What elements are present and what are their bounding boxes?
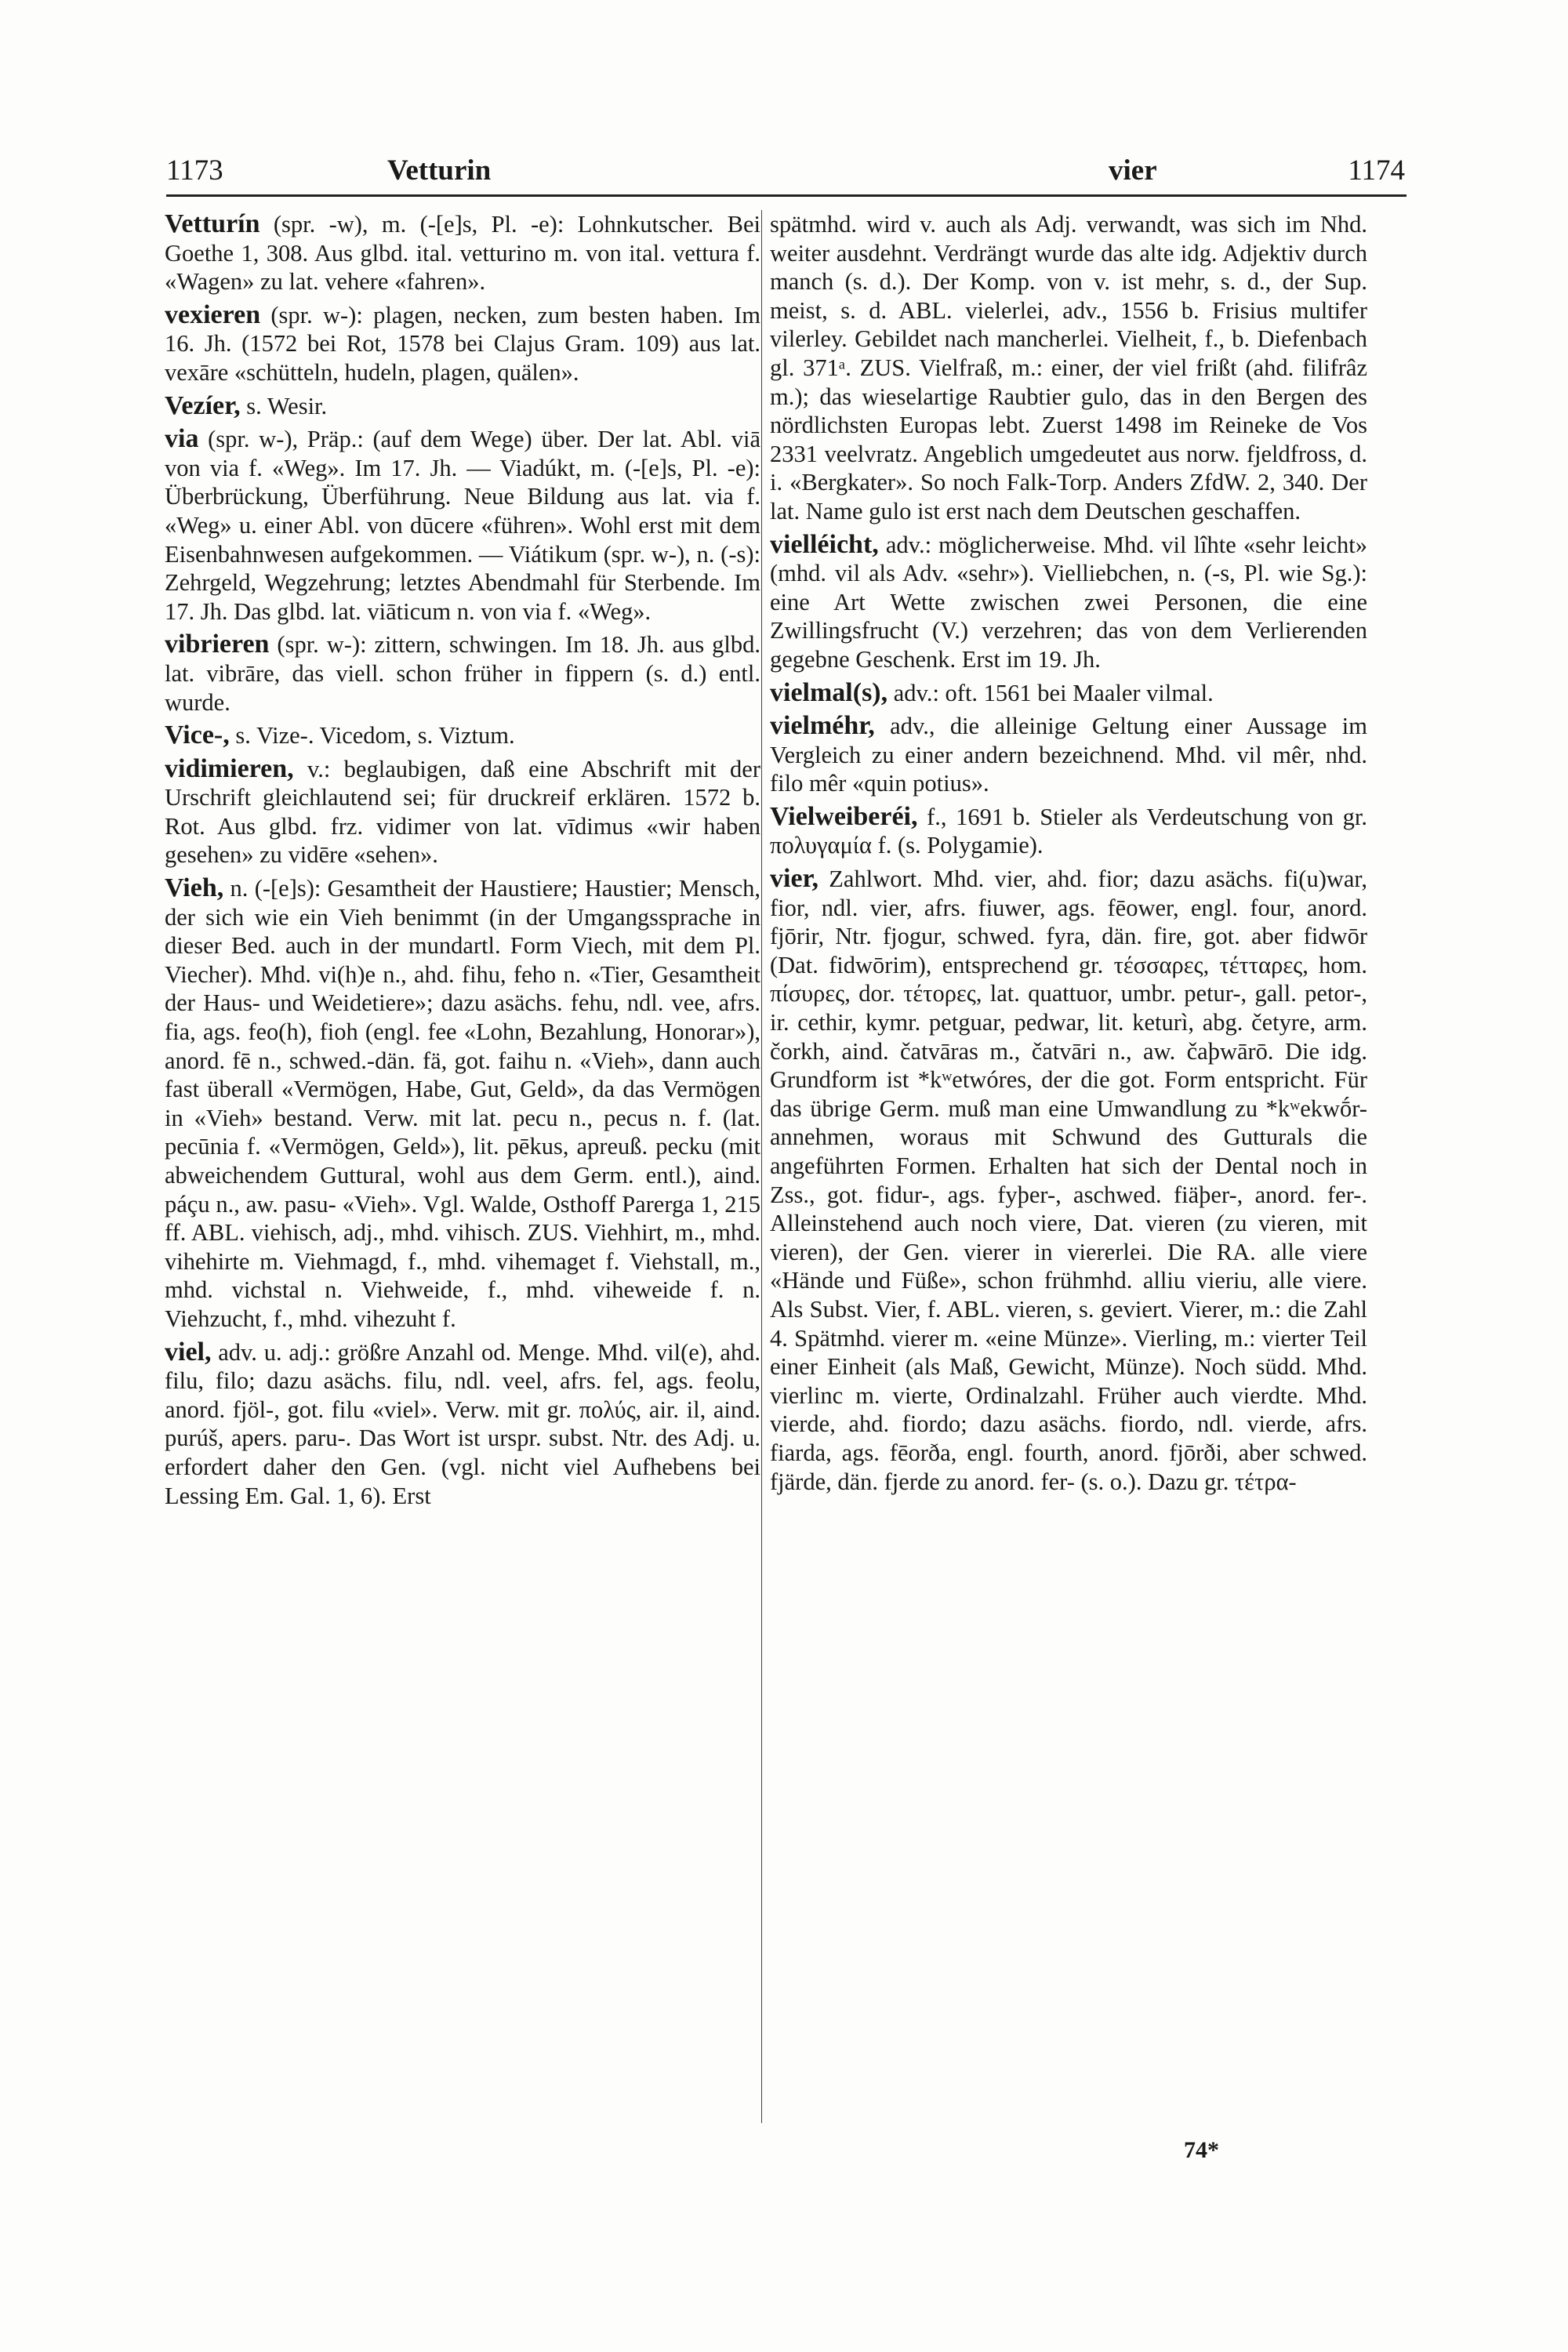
entry [165, 210, 760, 296]
entry-text: (spr. w-): plagen, necken, zum besten haben. Im 16. Jh. (1572 bei Rot, 1578 bei Clajus Gram. 109) aus lat. vexāre «schütteln, hudeln, plagen, quälen». [165, 301, 761, 386]
header-rule [166, 194, 1406, 197]
entry-text: s. Vize-. Vicedom, s. Viztum. [235, 722, 515, 750]
entry-text: (spr. w-): zittern, schwingen. Im 18. Jh. aus glbd. lat. vibrāre, das viell. schon früher in fippern (s. d.) entl. wurde. [165, 631, 761, 716]
running-header [166, 154, 1405, 191]
entry-text: adv.: möglicherweise. Mhd. vil lîhte «sehr leicht» (mhd. vil als Adv. «sehr»). Vielliebchen, n. (-s, Pl. wie Sg.): eine Art Wette zwischen zwei Personen, die eine Zwillingsfrucht (V.) verzehren; das von dem Verlierenden gegebne Geschenk. Erst im 19. Jh. [770, 531, 1368, 673]
entry-headword: vielméhr, [770, 711, 875, 741]
entry [770, 803, 1367, 860]
entry-text: n. (-[e]s): Gesamtheit der Haustiere; Haustier; Mensch, der sich wie ein Vieh benimmt (in der Umgangssprache in dieser Bed. auch in der mundartl. Form Viech, mit dem Pl. Viecher). Mhd. vi(h)e n., ahd. fihu, feho n. «Tier, Gesamtheit der Haus- und Weidetiere»; dazu asächs. fehu, ndl. vee, afrs. fia, ags. feo(h), fioh (engl. fee «Lohn, Bezahlung, Honorar»), anord. fē n., schwed.-dän. fä, got. faihu n. «Vieh», dann auch fast überall «Vermögen, Habe, Gut, Geld», da das Vermögen in «Vieh» bestand. Verw. mit lat. pecu n., pecus n. f. (lat. pecūnia f. «Vermögen, Geld»), lit. pēkus, apreuß. pecku (mit abweichendem Guttural, wohl aus dem Germ. entl.), aind. páçu n., aw. pasu- «Vieh». Vgl. Walde, Osthoff Parerga 1, 215 ff. ABL. viehisch, adj., mhd. vihisch. ZUS. Viehhirt, m., mhd. vihehirte m. Viehmagd, f., mhd. vihemaget f. Viehstall, m., mhd. vichstal n. Viehweide, f., mhd. viheweide f. n. Viehzucht, f., mhd. vihezuht f. [165, 875, 760, 1332]
entry [770, 712, 1367, 798]
entry-headword: vier, [770, 864, 819, 894]
entry-headword: vielmal(s), [770, 677, 888, 707]
entry [165, 721, 760, 750]
entry [165, 301, 760, 387]
entry-headword: Vielweiberéi, [770, 801, 918, 831]
right-column [770, 210, 1367, 1501]
entry-headword: Vieh, [165, 873, 224, 903]
entry-headword: vibrieren [165, 630, 270, 659]
entry-headword: Vezíer, [165, 390, 241, 420]
entry-text: Zahlwort. Mhd. vier, ahd. fior; dazu asächs. fi(u)war, fior, ndl. vier, afrs. fiuwer, ags. fēower, engl. four, anord. fjōrir, Ntr. fjogur, schwed. fyra, dän. fire, got. aber fidwōr (Dat. fidwōrim), entsprechend gr. τέσσαρες, τέτταρες, hom. πίσυρες, dor. τέτορες, lat. quattuor, umbr. petur-, gall. petor-, ir. cethir, kymr. petguar, pedwar, lit. keturì, abg. četyre, arm. čorkh, aind. čatvāras m., čatvāri n., aw. čaþwārō. Die idg. Grundform ist *kʷetwóres, der die got. Form entspricht. Für das übrige Germ. muß man eine Umwandlung zu *kʷekwṓr- annehmen, woraus mit Schwund des Gutturals die angeführten Formen. Erhalten hat sich der Dental noch in Zss., got. fidur-, ags. fyþer-, aschwed. fiäþer-, anord. fer-. Alleinstehend auch noch viere, Dat. vieren (zu vieren, mit vieren), der Gen. vierer in viererlei. Die RA. alle viere «Hände und Füße», schon frühmhd. alliu vieriu, alle viere. Als Subst. Vier, f. ABL. vieren, s. geviert. Vierer, m.: die Zahl 4. Spätmhd. vierer m. «eine Münze». Vierling, m.: vierter Teil einer Einheit (als Maß, Gewicht, Münze). Noch südd. Mhd. vierlinc m. vierte, Ordinalzahl. Früher auch vierdte. Mhd. vierde, ahd. fiordo; dazu asächs. fiordo, ndl. vierde, afrs. fiarda, ags. fēorða, engl. fourth, anord. fjōrði, aber schwed. fjärde, dän. fjerde zu anord. fer- (s. o.). Dazu gr. τέτρα- [770, 866, 1367, 1495]
entry [165, 630, 760, 717]
entry-text: spätmhd. wird v. auch als Adj. verwandt, was sich im Nhd. weiter ausdehnt. Verdrängt wurde das alte idg. Adjektiv durch manch (s. d.). Der Komp. von v. ist mehr, s. d., der Sup. meist, s. d. ABL. vielerlei, adv., 1556 b. Frisius multifer vilerley. Gebildet nach mancherlei. Vielheit, f., b. Diefenbach gl. 371ᵃ. ZUS. Vielfraß, m.: einer, der viel frißt (ahd. filifrâz m.); das wieselartige Raubtier gulo, das in den Bergen des nördlichsten Europas lebt. Zuerst 1498 im Reineke de Vos 2331 veelvratz. Angeblich umgedeutet aus norw. fjeldfross, d. i. «Bergkater». So noch Falk-Torp. Anders ZfdW. 2, 340. Der lat. Name gulo ist erst nach dem Deutschen geschaffen. [770, 211, 1367, 524]
entry [770, 531, 1367, 674]
entry-text: adv. u. adj.: größre Anzahl od. Menge. Mhd. vil(e), ahd. filu, filo; dazu asächs. filu, ndl. veel, afrs. fel, ags. feolu, anord. fjöl-, got. filu «viel». Verw. mit gr. πολύς, air. il, aind. purúš, apers. paru-. Das Wort ist urspr. subst. Ntr. des Adj. u. erfordert daher den Gen. (vgl. nicht viel Aufhebens bei Lessing Em. Gal. 1, 6). Erst [165, 1338, 761, 1509]
entry-text: (spr. -w), m. (-[e]s, Pl. -e): Lohnkutscher. Bei Goethe 1, 308. Aus glbd. ital. vetturino m. von ital. vettura f. «Wagen» zu lat. vehere «fahren». [165, 211, 760, 296]
entry-text: v.: beglaubigen, daß eine Abschrift mit der Urschrift gleichlautend sei; für druckreif erklären. 1572 b. Rot. Aus glbd. frz. vidimer von lat. vīdimus «wir haben gesehen» zu vidēre «sehen». [165, 755, 760, 869]
column-divider [761, 210, 762, 2123]
entry [770, 210, 1367, 526]
entry [770, 865, 1367, 1496]
left-guide-word: Vetturin [387, 154, 492, 187]
entry-text: adv.: oft. 1561 bei Maaler vilmal. [893, 679, 1214, 706]
entry [165, 392, 760, 421]
entry-headword: vielléicht, [770, 529, 879, 559]
entry-text: s. Wesir. [246, 392, 328, 419]
entry [165, 425, 760, 626]
entry [165, 874, 760, 1334]
entry-headword: vexieren [165, 299, 261, 329]
entry [165, 1338, 760, 1511]
entry-text: (spr. w-), Präp.: (auf dem Wege) über. Der lat. Abl. viā von via f. «Weg». Im 17. Jh. — Viadúkt, m. (-[e]s, Pl. -e): Überbrückung, Überführung. Neue Bildung aus lat. via f. «Weg» u. einer Abl. von dūcere «führen». Wohl erst mit dem Eisenbahnwesen aufgekommen. — Viátikum (spr. w-), n. (-s): Zehrgeld, Wegzehrung; letztes Abendmahl für Sterbende. Im 17. Jh. Das glbd. lat. viāticum n. von via f. «Weg». [165, 426, 760, 625]
left-column [165, 210, 760, 1515]
entry [770, 679, 1367, 708]
entry-text: f., 1691 b. Stieler als Verdeutschung von gr. πολυγαμία f. (s. Polygamie). [770, 803, 1368, 859]
entry-headword: viel, [165, 1337, 212, 1367]
entry-text: adv., die alleinige Geltung einer Aussage im Vergleich zu einer andern bezeichnend. Mhd. vil mêr, nhd. filo mêr «quin potius». [770, 713, 1367, 797]
right-guide-word: vier [1109, 154, 1157, 187]
entry-headword: Vice-, [165, 720, 230, 750]
entry [165, 755, 760, 869]
right-page-number: 1174 [1348, 154, 1405, 187]
signature-mark: 74* [1184, 2137, 1219, 2163]
entry-headword: Vetturín [165, 209, 260, 238]
entry-headword: vidimieren, [165, 753, 294, 783]
left-page-number: 1173 [166, 154, 223, 187]
entry-headword: via [165, 424, 199, 454]
